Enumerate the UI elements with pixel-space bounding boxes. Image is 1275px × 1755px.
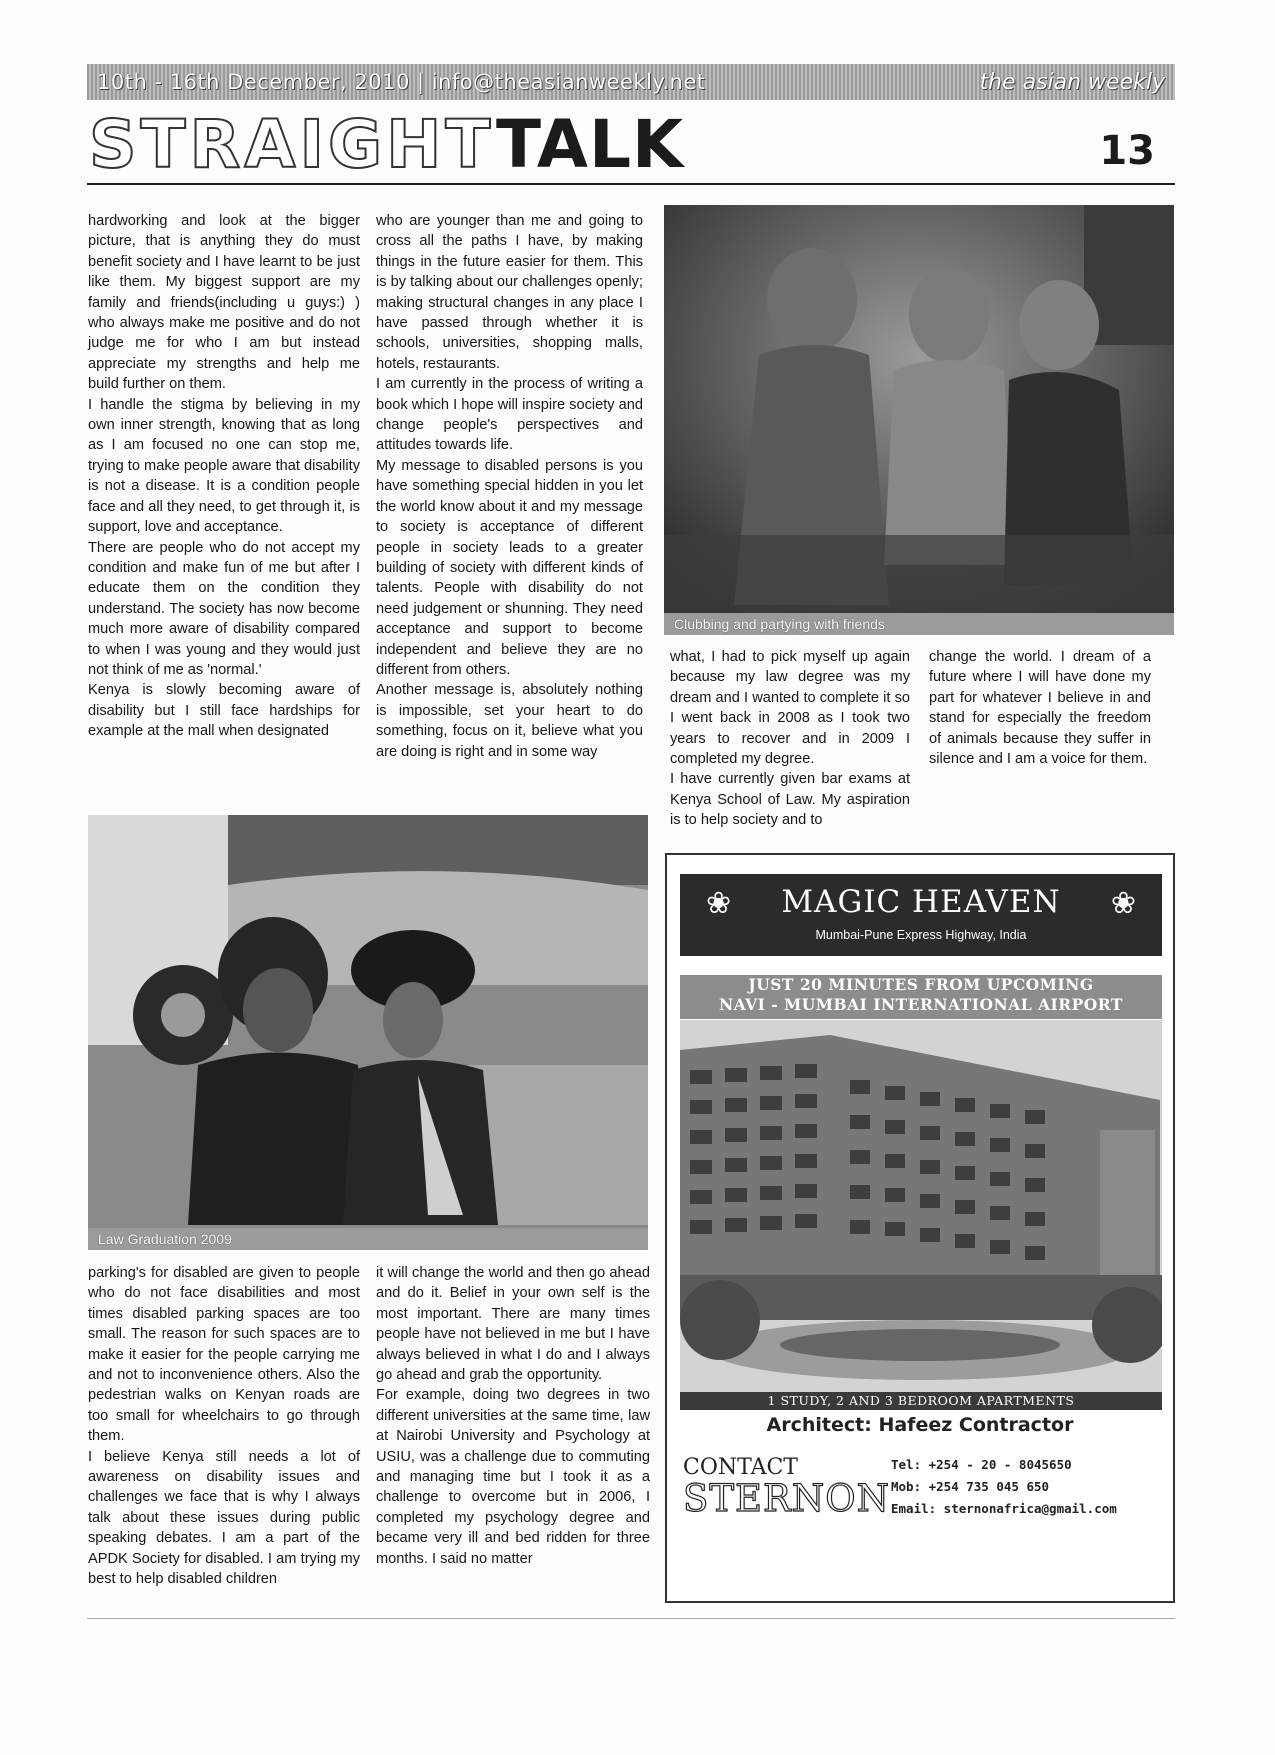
photo-caption: Clubbing and partying with friends xyxy=(664,613,1174,635)
fleur-ornament-icon: ❀ xyxy=(706,887,732,920)
paragraph: Kenya is slowly becoming aware of disability but I still face hardships for example at the mall when designated xyxy=(88,682,360,740)
ad-company-logo: STERNON xyxy=(683,1477,890,1520)
photo-clubbing xyxy=(664,205,1174,635)
ad-banner xyxy=(680,975,1162,1019)
article-column-4 xyxy=(929,647,1151,769)
ad-architect: Architect: Hafeez Contractor xyxy=(766,1414,1074,1436)
article-column-5 xyxy=(88,1263,360,1590)
article-column-3 xyxy=(670,647,910,831)
publication-brand: the asian weekly xyxy=(979,69,1165,95)
ad-location: Mumbai-Pune Express Highway, India xyxy=(815,928,1027,942)
section-title-talk: TALK xyxy=(496,106,685,183)
paragraph: I have currently given bar exams at Kenya School of Law. My aspiration is to help society and to xyxy=(670,771,910,829)
paragraph: Another message is, absolutely nothing is impossible, set your heart to do something, focus on it, believe what you are doing is right and in some way xyxy=(376,682,643,760)
paragraph: There are people who do not accept my condition and make fun of me but after I educate them on the condition they understand. The society has now become much more aware of disability compared to when I was young and they would just not think of me as 'normal.' xyxy=(88,539,360,678)
section-title-straight: STRAIGHT xyxy=(89,106,495,183)
ad-header xyxy=(680,874,1162,956)
ad-building-image xyxy=(680,1020,1162,1393)
fleur-ornament-icon: ❀ xyxy=(1110,887,1136,920)
ad-apartments-strip: 1 STUDY, 2 AND 3 BEDROOM APARTMENTS xyxy=(680,1392,1162,1410)
paragraph: hardworking and look at the bigger picture, that is anything they do must benefit society and I have learnt to be just like them. My biggest support are my family and friends(including u guys:) ) who always make me positive and do not judge me for who I am but instead appreciate my strengths and help me build further on them. xyxy=(88,213,360,393)
paragraph: what, I had to pick myself up again because my law degree was my dream and I wanted to complete it so I went back in 2008 as I took two years to recover and in 2009 I completed my degree. xyxy=(670,649,910,768)
ad-contact-label: CONTACT xyxy=(683,1455,798,1480)
ad-mobile: Mob: +254 735 045 650 xyxy=(891,1479,1050,1494)
photo-graduation xyxy=(88,815,648,1250)
ad-banner-line: JUST 20 MINUTES FROM UPCOMING xyxy=(748,975,1094,994)
paragraph: I believe Kenya still needs a lot of awareness on disability issues and challenges we face that is why I always talk about these issues during public speaking debates. I am a part of the APDK Society for disabled. I am trying my best to help disabled children xyxy=(88,1448,360,1588)
paragraph: who are younger than me and going to cross all the paths I have, by making things in the future easier for them. This is by talking about our challenges openly; making structural changes in any place I have passed through whether it is schools, universities, shopping malls, hotels, restaurants. xyxy=(376,213,643,372)
paragraph: parking's for disabled are given to people who do not face disabilities and most times disabled parking spaces are too small. The reason for such spaces are to make it easier for the people carrying me and not to inconvenience others. Also the pedestrian walks on Kenyan roads are too small for wheelchairs to go through them. xyxy=(88,1265,360,1445)
ad-telephone: Tel: +254 - 20 - 8045650 xyxy=(891,1457,1072,1472)
dateline: 10th - 16th December, 2010 | info@theasianweekly.net xyxy=(97,70,706,94)
ad-contact-details xyxy=(891,1454,1117,1520)
page-bottom-rule xyxy=(87,1618,1175,1619)
header-bar xyxy=(87,64,1175,100)
section-masthead xyxy=(87,104,1175,184)
photo-graduation-image xyxy=(88,815,648,1250)
paragraph: it will change the world and then go ahead and do it. Belief in your own self is the most important. There are many times people have not believed in me but I have always believed in what I do and I always go ahead and grab the opportunity. xyxy=(376,1265,650,1384)
article-column-1 xyxy=(88,211,360,742)
paragraph: change the world. I dream of a future where I will have done my part for whatever I believe in and stand for especially the freedom of animals because they suffer in silence and I am a voice for them. xyxy=(929,649,1151,768)
apartment-building-illustration xyxy=(680,1020,1162,1393)
ad-email: Email: sternonafrica@gmail.com xyxy=(891,1501,1117,1516)
photo-clubbing-image xyxy=(664,205,1174,635)
article-column-6 xyxy=(376,1263,650,1569)
paragraph: For example, doing two degrees in two different universities at the same time, law at Nairobi University and Psychology at USIU, was a challenge due to commuting and managing time but I took it as a challenge to overcome but in 2006, I completed my psychology degree and became very ill and bed ridden for three months. I said no matter xyxy=(376,1387,650,1567)
paragraph: My message to disabled persons is you have something special hidden in you let the world know about it and my message to society is acceptance of different people in society leads to a greater building of society with different kinds of talents. People with disability do not need judgement or shunning. They need acceptance and support to become independent and believe they are no different from others. xyxy=(376,457,643,678)
photo-caption: Law Graduation 2009 xyxy=(88,1228,648,1250)
article-column-2 xyxy=(376,211,643,762)
page-number: 13 xyxy=(1099,128,1155,174)
advertisement-magic-heaven xyxy=(665,853,1175,1603)
paragraph: I handle the stigma by believing in my own inner strength, knowing that as long as I am focused no one can stop me, trying to make people aware that disability is not a disease. It is a condition people face and all they need, to get through it, is support, love and acceptance. xyxy=(88,396,360,536)
masthead-rule xyxy=(87,183,1175,185)
ad-banner-line: NAVI - MUMBAI INTERNATIONAL AIRPORT xyxy=(719,995,1123,1014)
paragraph: I am currently in the process of writing a book which I hope will inspire society and change people's perspectives and attitudes towards life. xyxy=(376,376,643,454)
ad-title: MAGIC HEAVEN xyxy=(781,884,1061,920)
